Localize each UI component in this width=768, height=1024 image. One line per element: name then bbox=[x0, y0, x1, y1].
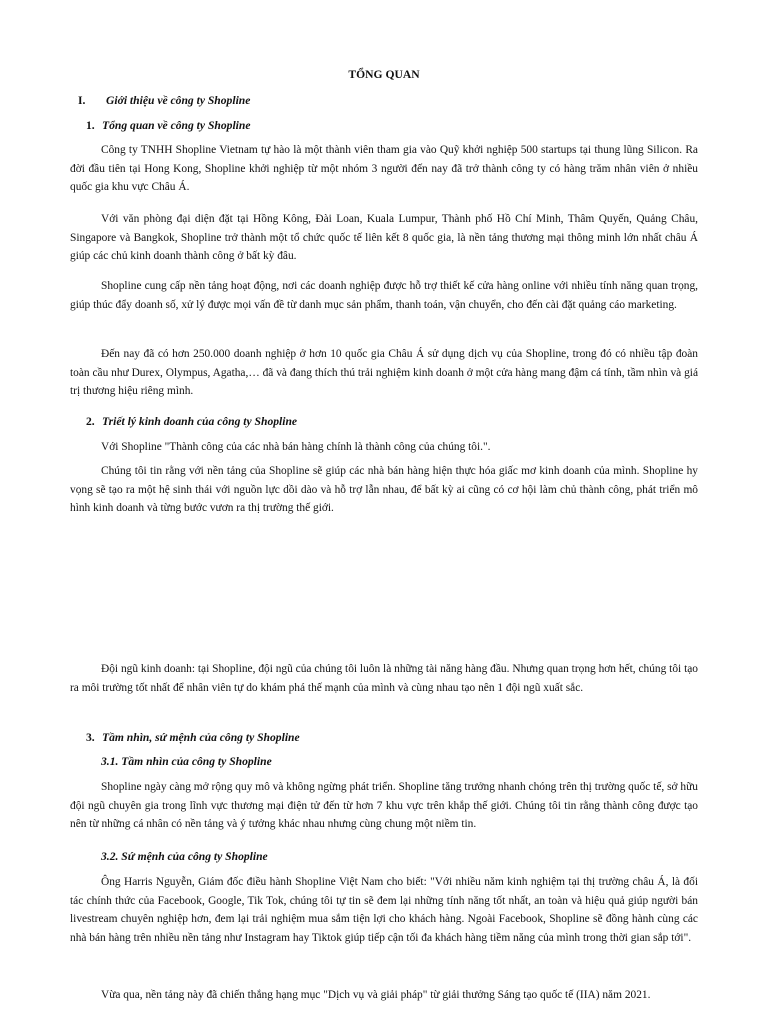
subsection-title: 3.2. Sứ mệnh của công ty Shopline bbox=[101, 850, 268, 863]
paragraph: Đến nay đã có hơn 250.000 doanh nghiệp ở hơn 10 quốc gia Châu Á sử dụng dịch vụ của Shopline, trong đó có nhiều tập đoàn toàn cầu như Durex, Olympus, Agatha,… đã và đang thích thú trải nghiệm kinh doanh ở một cửa hàng mang đậm cá tính, tầm nhìn và giá trị thương hiệu riêng mình. bbox=[70, 348, 698, 397]
subsection-number: 1. bbox=[86, 119, 95, 132]
paragraph: Vừa qua, nền tảng này đã chiến thắng hạng mục "Dịch vụ và giải pháp" từ giải thưởng Sáng tạo quốc tế (IIA) năm 2021. bbox=[101, 989, 651, 1001]
subsection-heading-1 bbox=[86, 117, 250, 136]
paragraph: Đội ngũ kinh doanh: tại Shopline, đội ngũ của chúng tôi luôn là những tài năng hàng đầu. Nhưng quan trọng hơn hết, chúng tôi tạo ra môi trường tốt nhất để nhân viên tự do khám phá thế mạnh của mình và cùng nhau tạo nên 1 đội ngũ xuất sắc. bbox=[70, 663, 698, 694]
subsection-heading-3-1 bbox=[101, 753, 272, 772]
section-title: Giới thiệu về công ty Shopline bbox=[106, 94, 251, 107]
subsection-heading-2 bbox=[86, 413, 297, 432]
subsection-title: Tổng quan về công ty Shopline bbox=[102, 119, 251, 132]
paragraph: Shopline cung cấp nền tảng hoạt động, nơi các doanh nghiệp được hỗ trợ thiết kế cửa hàng online với nhiều tính năng quan trọng, giúp thúc đẩy doanh số, xử lý được mọi vấn đề từ danh mục sản phẩm, thanh toán, vận chuyển, cho đến cài đặt quảng cáo marketing. bbox=[70, 280, 698, 311]
subsection-title: Tầm nhìn, sứ mệnh của công ty Shopline bbox=[102, 731, 300, 744]
subsection-heading-3-2 bbox=[101, 848, 268, 867]
document-title: TỔNG QUAN bbox=[348, 68, 420, 81]
subsection-heading-3 bbox=[86, 729, 300, 748]
subsection-title: Triết lý kinh doanh của công ty Shopline bbox=[102, 415, 298, 428]
subsection-number: 3. bbox=[86, 731, 95, 744]
subsection-number: 2. bbox=[86, 415, 95, 428]
paragraph: Ông Harris Nguyễn, Giám đốc điều hành Shopline Việt Nam cho biết: "Với nhiều năm kinh nghiệm tại thị trường châu Á, là đối tác chính thức của Facebook, Google, Tik Tok, chúng tôi tự tin sẽ đem lại những tính năng tốt nhất, an toàn và hiệu quả giúp người bán livestream chuyên nghiệp hơn, đem lại trải nghiệm mua sắm tiện lợi cho khách hàng. Ngoài Facebook, Shopline sẽ đồng hành cùng các nhà bán hàng trên nhiều nền tảng như Instagram hay Tiktok giúp tiếp cận tối đa khách hàng tiềm năng của mình trong thời gian sắp tới". bbox=[70, 876, 698, 944]
paragraph: Shopline ngày càng mở rộng quy mô và không ngừng phát triển. Shopline tăng trưởng nhanh chóng trên thị trường quốc tế, sở hữu đội ngũ chuyên gia trong lĩnh vực thương mại điện tử đến từ hơn 7 khu vực trên khắp thế giới. Chúng tôi tin rằng thành công được tạo nên từ những cá nhân có nền tảng và ý tưởng khác nhau nhưng cùng chung một niềm tin. bbox=[70, 781, 698, 830]
paragraph: Với Shopline "Thành công của các nhà bán hàng chính là thành công của chúng tôi.". bbox=[101, 441, 491, 453]
section-number: I. bbox=[78, 94, 86, 107]
paragraph: Chúng tôi tin rằng với nền tảng của Shopline sẽ giúp các nhà bán hàng hiện thực hóa giấc mơ kinh doanh của mình. Shopline hy vọng sẽ tạo ra một hệ sinh thái với nguồn lực dồi dào và hỗ trợ lẫn nhau, để bất kỳ ai cũng có cơ hội làm chủ thành công, phát triển mô hình kinh doanh và từng bước vươn ra thị trường thế giới. bbox=[70, 465, 698, 514]
paragraph: Công ty TNHH Shopline Vietnam tự hào là một thành viên tham gia vào Quỹ khởi nghiệp 500 startups tại thung lũng Silicon. Ra đời đầu tiên tại Hong Kong, Shopline khởi nghiệp từ một nhóm 3 người đến nay đã trở thành công ty có hàng trăm nhân viên ở nhiều quốc gia khu vực Châu Á. bbox=[70, 144, 698, 193]
paragraph: Với văn phòng đại diện đặt tại Hồng Kông, Đài Loan, Kuala Lumpur, Thành phố Hồ Chí Minh, Thâm Quyến, Quảng Châu, Singapore và Bangkok, Shopline trở thành một tổ chức quốc tế liên kết 8 quốc gia, là nền tảng thương mại thông minh lớn nhất châu Á giúp các chủ kinh doanh thành công ở bất kỳ đâu. bbox=[70, 213, 698, 262]
subsection-title: 3.1. Tầm nhìn của công ty Shopline bbox=[101, 755, 272, 768]
section-heading-1 bbox=[78, 92, 250, 111]
